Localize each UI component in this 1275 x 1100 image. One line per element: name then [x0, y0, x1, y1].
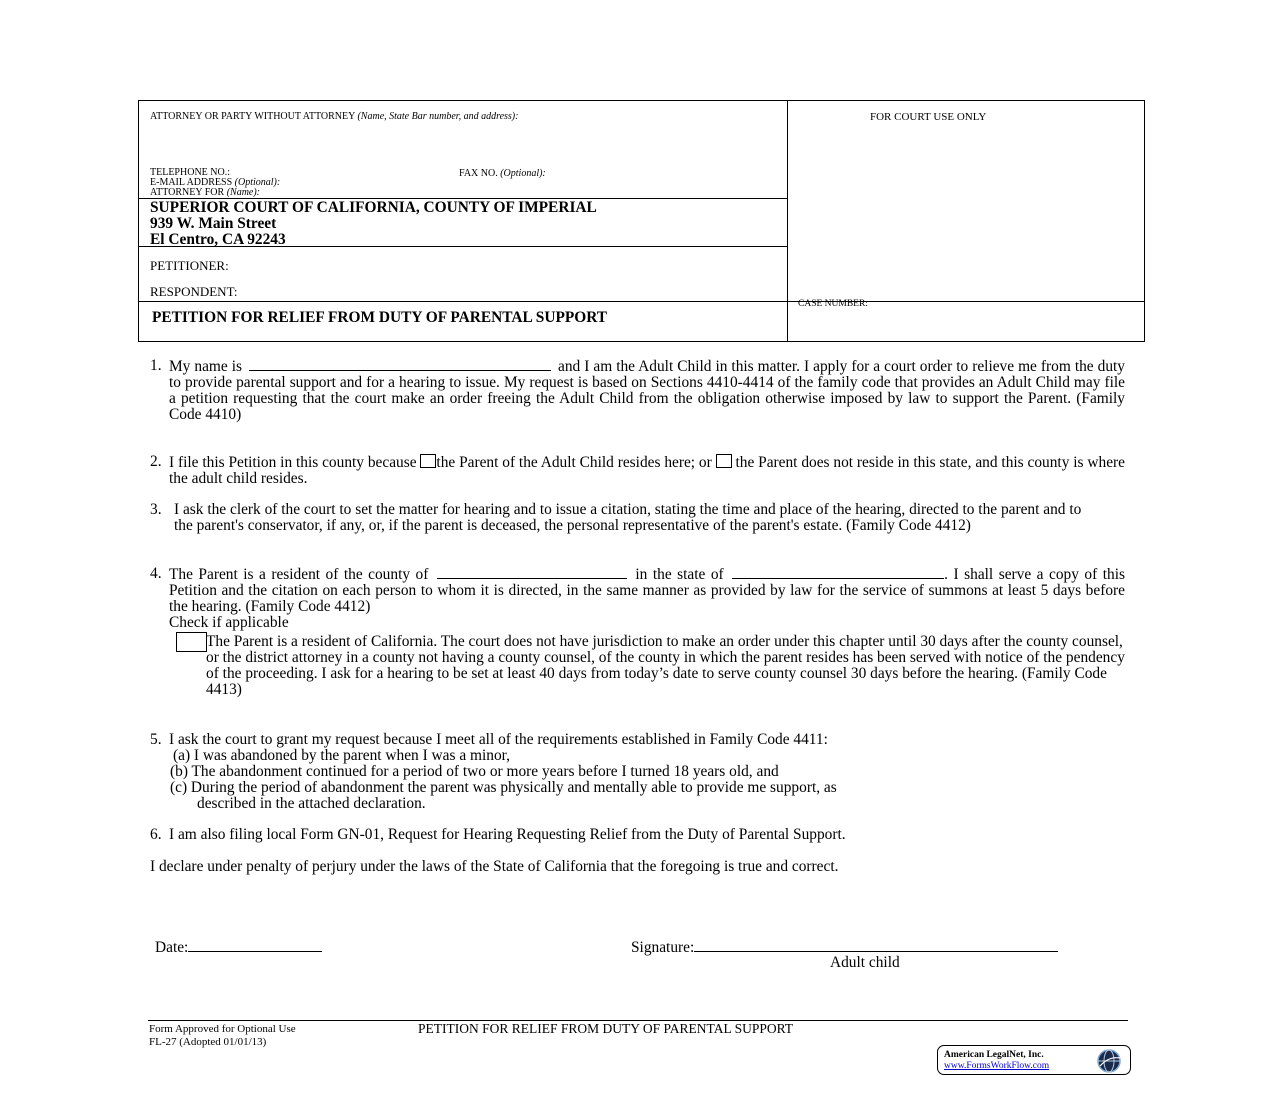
- fax-label: FAX NO. (Optional):: [459, 168, 546, 179]
- court-street: 939 W. Main Street: [150, 215, 277, 232]
- option-parent-out-of-state-checkbox[interactable]: [716, 454, 732, 468]
- california-resident-text: The Parent is a resident of California. The court does not have jurisdiction to make an order under this chapter until 30 days after the county counsel, or the district attorney in a county not having a county counsel, of the county in which the parent resides has been served with notice of the pendency of the proceeding. I ask for a hearing to be set at least 40 days from today’s date to serve county counsel 30 days before the hearing. (Family Code 4413): [206, 633, 1125, 698]
- court-address: [150, 200, 597, 248]
- court-city: El Centro, CA 92243: [150, 231, 286, 248]
- signature-input[interactable]: [694, 939, 1058, 952]
- item-6: 6. I am also filing local Form GN-01, Request for Hearing Requesting Relief from the Duty of Parental Support.: [150, 826, 846, 843]
- footer-left: [149, 1023, 296, 1049]
- requirement-a: (a) I was abandoned by the parent when I was a minor,: [173, 747, 511, 764]
- signer-caption: Adult child: [830, 954, 900, 971]
- rule-title: [138, 301, 1144, 302]
- attorney-label: ATTORNEY OR PARTY WITHOUT ATTORNEY (Name, State Bar number, and address):: [150, 111, 519, 122]
- petitioner-input[interactable]: [240, 256, 780, 274]
- date-field: Date:: [155, 939, 322, 956]
- item-2: 2. I file this Petition in this county because the Parent of the Adult Child resides here; or the Parent does not reside in this state, and this county is where the adult child resides.: [150, 453, 1125, 487]
- requirement-c: (c) During the period of abandonment the parent was physically and mentally able to provide me support, as: [170, 779, 837, 796]
- petitioner-label: PETITIONER:: [150, 258, 229, 273]
- case-number-label: CASE NUMBER:: [798, 299, 868, 309]
- footer-approved: Form Approved for Optional Use: [149, 1023, 296, 1035]
- vendor-url[interactable]: www.FormsWorkFlow.com: [944, 1061, 1050, 1071]
- name-input[interactable]: [249, 358, 551, 371]
- requirement-c-cont: described in the attached declaration.: [197, 795, 426, 812]
- respondent-label: RESPONDENT:: [150, 284, 238, 299]
- telephone-label: TELEPHONE NO.: E-MAIL ADDRESS (Optional): ATTORNEY FOR (Name):: [150, 167, 281, 198]
- county-input[interactable]: [437, 566, 627, 579]
- requirement-b: (b) The abandonment continued for a period of two or more years before I turned 18 years old, and: [170, 763, 779, 780]
- signature-field: Signature:: [631, 939, 1058, 956]
- respondent-input[interactable]: [245, 282, 780, 300]
- check-if-applicable-label: Check if applicable: [169, 614, 289, 631]
- item-4: 4. The Parent is a resident of the county of in the state of . I shall serve a copy of this Petition and the citation on each person to whom it is directed, in the same manner as provided by law for the service of summons at least 5 days before the hearing. (Family Code 4412) Check if applicable: [150, 565, 1125, 631]
- vendor-badge[interactable]: [937, 1045, 1131, 1075]
- date-input[interactable]: [188, 939, 322, 952]
- declaration: I declare under penalty of perjury under the laws of the State of California that the foregoing is true and correct.: [150, 858, 839, 875]
- state-input[interactable]: [732, 566, 944, 579]
- option-parent-resides-checkbox[interactable]: [420, 454, 436, 468]
- caption-divider: [787, 100, 788, 341]
- item-3: 3. I ask the clerk of the court to set the matter for hearing and to issue a citation, stating the time and place of the hearing, directed to the parent and to the parent's conservator, if any, or, if the parent is deceased, the personal representative of the parent's estate. (Family Code 4412): [150, 501, 1082, 534]
- case-number-input[interactable]: [795, 312, 1138, 336]
- globe-icon: [1096, 1048, 1122, 1074]
- form-title: PETITION FOR RELIEF FROM DUTY OF PARENTAL SUPPORT: [152, 309, 608, 326]
- court-use-area: [790, 128, 1140, 298]
- court-name: SUPERIOR COURT OF CALIFORNIA, COUNTY OF IMPERIAL: [150, 199, 597, 216]
- california-resident-checkbox[interactable]: [176, 632, 207, 652]
- item-1: 1. My name is and I am the Adult Child in this matter. I apply for a court order to relieve me from the duty to provide parental support and for a hearing to issue. My request is based on Sections 4410-4414 of the family code that provides an Adult Child may file a petition requesting that the court make an order freeing the Adult Child from the obligation otherwise imposed by law to support the Parent. (Family Code 4410): [150, 357, 1125, 423]
- vendor-name: American LegalNet, Inc.: [944, 1050, 1044, 1060]
- item-5: 5. I ask the court to grant my request because I meet all of the requirements established in Family Code 4411: (a) I was abandoned by the parent when I was a minor, (b) The abandonment continued for a period of two or more years before I turned 18 years old, and (c) During the period of abandonment the parent was physically and mentally able to provide me support, as described in the attached declaration.: [150, 732, 1125, 812]
- footer-title: PETITION FOR RELIEF FROM DUTY OF PARENTAL SUPPORT: [418, 1021, 794, 1036]
- footer-form-id: FL-27 (Adopted 01/01/13): [149, 1036, 267, 1048]
- attorney-input-area[interactable]: [145, 124, 780, 166]
- court-use-label: FOR COURT USE ONLY: [870, 111, 987, 123]
